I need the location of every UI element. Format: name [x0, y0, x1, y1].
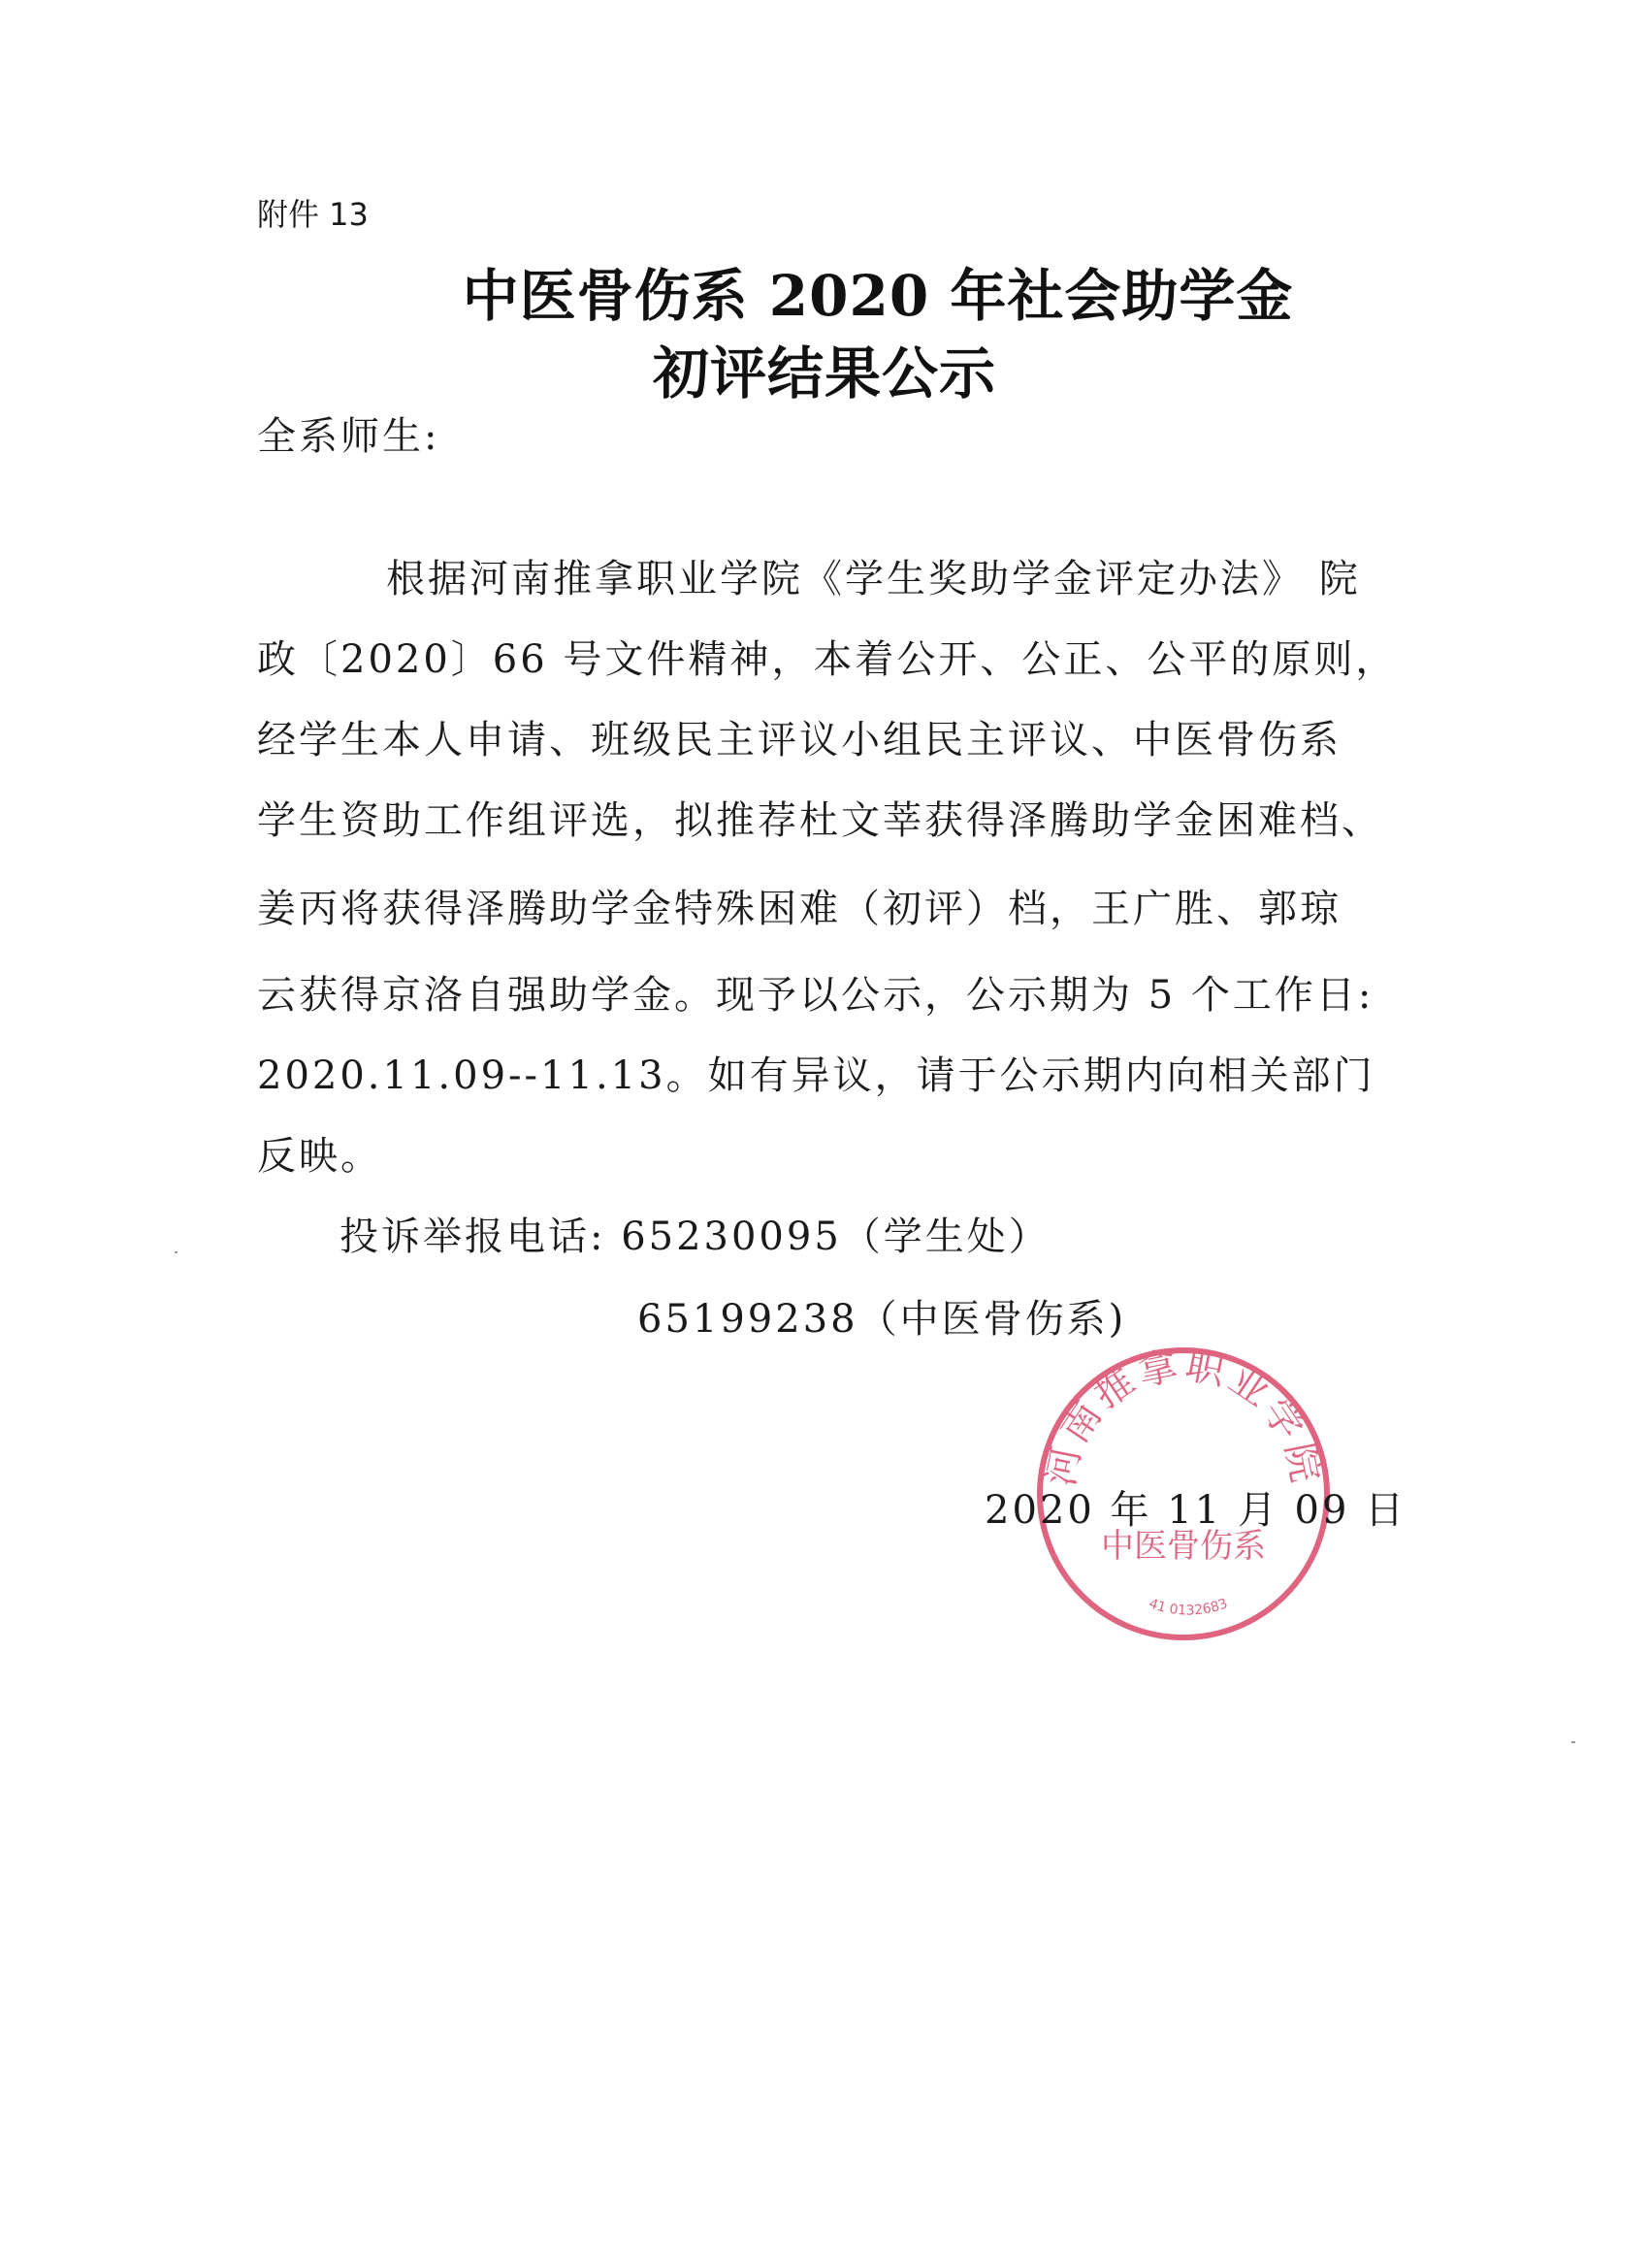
salutation: 全系师生: — [257, 414, 440, 459]
body-paragraph-line: 姜丙将获得泽腾助学金特殊困难（初评）档，王广胜、郭琼 — [257, 887, 1342, 931]
complaint-phone-line: 投诉举报电话: 65230095（学生处） — [340, 1215, 1051, 1259]
complaint-phone-line-2: 65199238（中医骨伤系) — [637, 1297, 1127, 1342]
body-paragraph-line: 经学生本人申请、班级民主评议小组民主评议、中医骨伤系 — [257, 718, 1342, 762]
body-paragraph-line: 学生资助工作组评选，拟推荐杜文莘获得泽腾助学金困难档、 — [257, 798, 1383, 843]
title-line-2: 初评结果公示 — [652, 340, 996, 406]
svg-text:中医骨伤系: 中医骨伤系 — [1101, 1527, 1266, 1566]
document-date: 2020 年 11 月 09 日 — [985, 1488, 1407, 1533]
scan-speck — [1571, 1741, 1575, 1743]
body-paragraph-line: 2020.11.09--11.13。如有异议，请于公示期内向相关部门 — [257, 1053, 1375, 1098]
body-paragraph-line: 政〔2020〕66 号文件精神，本着公开、公正、公平的原则， — [257, 637, 1398, 682]
svg-text:41 0132683: 41 0132683 — [1147, 1596, 1230, 1619]
svg-text:河南推拿职业学院: 河南推拿职业学院 — [1038, 1343, 1329, 1490]
body-paragraph-line: 云获得京洛自强助学金。现予以公示，公示期为 5 个工作日: — [257, 973, 1374, 1018]
title-line-1: 中医骨伤系 2020 年社会助学金 — [462, 263, 1294, 329]
body-paragraph-line: 反映。 — [257, 1134, 382, 1179]
body-paragraph-line: 根据河南推拿职业学院《学生奖助学金评定办法》 院 — [386, 557, 1361, 601]
attachment-label: 附件 13 — [257, 196, 369, 233]
scan-speck — [175, 1251, 178, 1253]
